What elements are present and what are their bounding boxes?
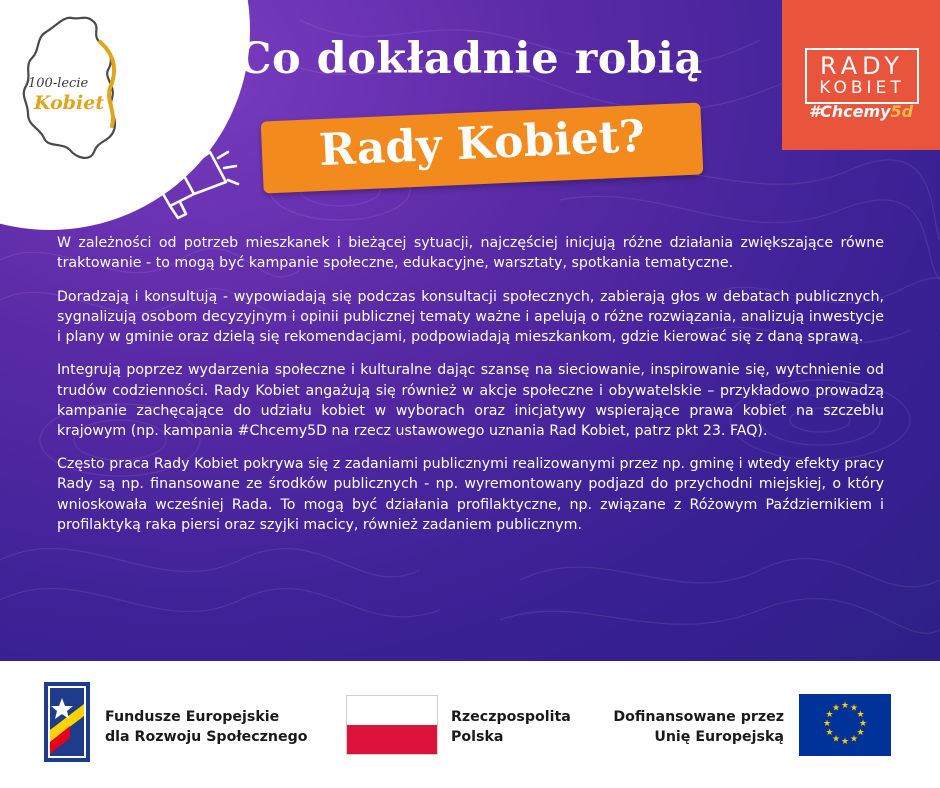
fe-logo-icon: [44, 682, 90, 762]
fe-label-line2: dla Rozwoju Społecznego: [105, 729, 308, 745]
svg-text:★: ★: [831, 703, 841, 714]
rady-hashtag-num: 5d: [890, 102, 914, 121]
paragraph-4: Często praca Rady Kobiet pokrywa się z zadaniami publicznymi realizowanymi przez np. gminę i wtedy efekty pracy Rady są np. finansowane ze środków publicznych - np. wyremontowany podjazd do przychodni miejskiej, o który wnioskowała wcześniej Rada. To mogą być działania profilaktyczne, np. związane z Różowym Październikiem i profilaktyką raka piersi oraz szyjki macicy, również zadaniem publicznym.: [57, 456, 884, 533]
svg-text:★: ★: [849, 703, 859, 714]
svg-text:★: ★: [856, 710, 865, 720]
pl-flag-icon: [346, 695, 438, 755]
eu-label: [612, 707, 784, 747]
eu-label-line2: Unię Europejską: [654, 729, 784, 745]
rady-hashtag: [803, 102, 919, 121]
rady-hashtag-text: #Chcemy: [808, 102, 891, 121]
eu-stars: [799, 694, 891, 756]
eu-label-line1: Dofinansowane przez: [613, 709, 784, 725]
pl-flag-red: [347, 725, 437, 754]
svg-text:★: ★: [856, 728, 865, 738]
pl-label-line1: Rzeczpospolita: [451, 709, 571, 725]
page-title-line1: Co dokładnie robią: [237, 34, 703, 84]
fe-label-line1: Fundusze Europejskie: [105, 709, 280, 725]
paragraph-1: W zależności od potrzeb mieszkanek i bieżącej sytuacji, najczęściej inicjują różne działania zwiększające równe traktowanie - to mogą być kampanie społeczne, edukacyjne, warsztaty, spotkania tematyczne.: [57, 235, 884, 272]
rady-logo-line2: KOBIET: [819, 78, 905, 98]
megaphone-icon: [148, 142, 240, 220]
paragraph-3: Integrują poprzez wydarzenia społeczne i kulturalne dając szansę na sieciowanie, inspirowanie się, wytchnienie od trudów codzienności. Rady Kobiet angażują się również w akcje społeczne i obywatelskie – przykładowo prowadzą kampanie zachęcające do udziału kobiet w wyborach oraz inicjatywy wspierające prawa kobiet na szczeblu krajowym (np. kampania #Chcemy5D na rzecz ustawowego uznania Rad Kobiet, patrz pkt 23. FAQ).: [57, 362, 884, 439]
logo-100-line2: Kobiet: [34, 92, 105, 114]
rady-logo-line1: RADY: [820, 52, 904, 80]
svg-text:★: ★: [858, 719, 868, 729]
page-title-line2: Rady Kobiet?: [318, 110, 646, 177]
pl-label-line2: Polska: [451, 729, 504, 745]
svg-text:★: ★: [840, 737, 850, 747]
paragraph-2: Doradzają i konsultują - wypowiadają się podczas konsultacji społecznych, zabierają głos w debatach publicznych, sygnalizują osobom decyzyjnym i opinii publicznej tematy ważne i apelują o różne rozwiązania, analizują inwestycje i plany w gminie oraz dzielą się rekomendacjami, podpowiadają mieszkankom, gdzie kierować się z daną sprawą.: [57, 288, 884, 345]
svg-text:★: ★: [825, 710, 834, 720]
svg-text:★: ★: [831, 734, 841, 745]
svg-text:★: ★: [822, 719, 832, 729]
pl-label: [451, 707, 571, 747]
svg-text:★: ★: [849, 734, 859, 745]
svg-text:★: ★: [825, 728, 834, 738]
main-content: [57, 233, 884, 548]
pl-flag-white: [347, 696, 437, 725]
logo-100-line1: 100-lecie: [28, 76, 89, 91]
fe-label: [105, 707, 308, 747]
eu-flag-icon: [799, 694, 891, 756]
svg-text:★: ★: [840, 701, 850, 711]
